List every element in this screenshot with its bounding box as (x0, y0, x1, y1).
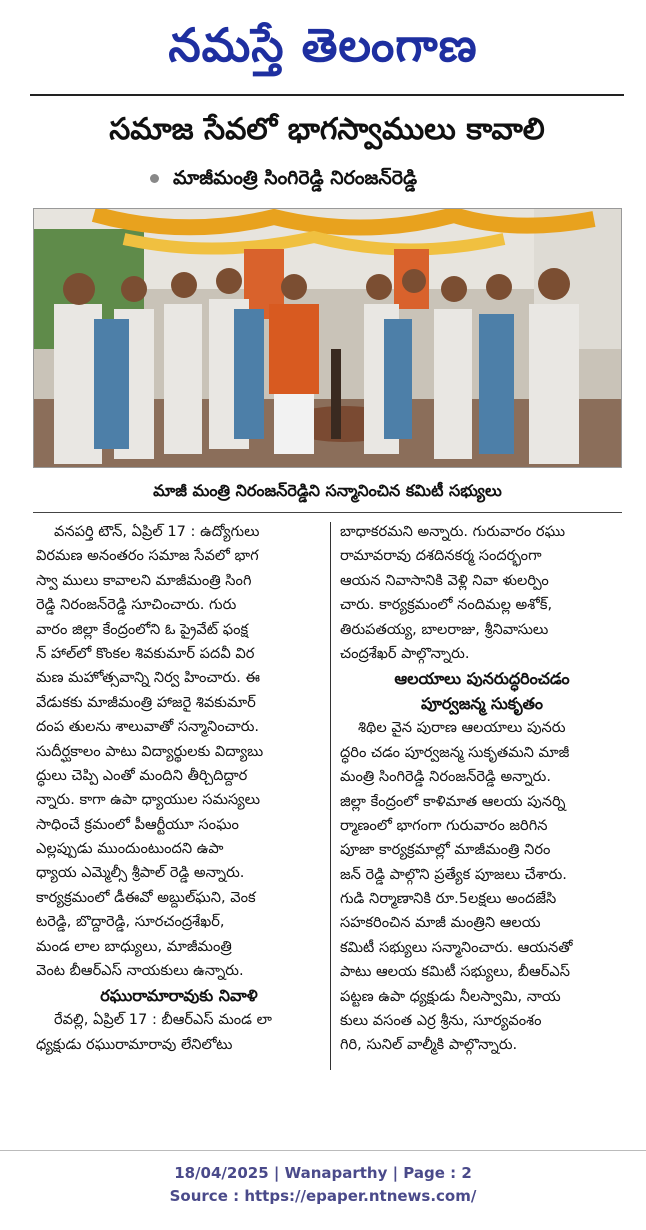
text-line: చారు. కార్యక్రమంలో నందిమల్ల అశోక్, (340, 596, 553, 614)
text-line: ద్ధులు చెప్పి ఎంతో మందిని తీర్చిదిద్దార (36, 766, 248, 784)
bullet-icon (150, 174, 159, 183)
text-line: మండ లాల బాధ్యులు, మాజీమంత్రి (36, 937, 232, 955)
text-line: టరెడ్డి, బొద్దారెడ్డి, సూరచంద్రశేఖర్, (36, 913, 225, 931)
section-subheading: రఘురామారావుకు నివాళి (100, 986, 258, 1006)
section-subheading: పూర్వజన్మ సుకృతం (420, 694, 544, 714)
text-line: ఎల్లప్పుడు ముందుంటుందని ఉపా (36, 840, 224, 858)
page-footer (0, 1162, 646, 1208)
text-line: మంత్రి సింగిరెడ్డి నిరంజన్‌రెడ్డి అన్నారు. (340, 768, 551, 786)
caption-divider (33, 512, 622, 513)
text-line: చంద్రశేఖర్ పాల్గొన్నారు. (340, 644, 470, 662)
article-photo (33, 208, 622, 468)
text-line: స్వా ములు కావాలని మాజీమంత్రి సింగి (36, 571, 252, 589)
text-line: ర్మాణంలో భాగంగా గురువారం జరిగిన (340, 816, 548, 834)
footer-divider (0, 1150, 646, 1151)
text-line: పాటు ఆలయ కమిటీ సభ్యులు, బీఆర్‌ఎస్ (340, 963, 570, 981)
text-line: జన్ రెడ్డి పాల్గొని ప్రత్యేక పూజలు చేశారు. (340, 865, 567, 883)
text-line: కమిటీ సభ్యులు సన్మానించారు. ఆయనతో (340, 938, 573, 956)
text-line: విరమణ అనంతరం సమాజ సేవలో భాగ (36, 547, 259, 565)
text-line: గిరి, సునిల్ వాల్మీకి పాల్గొన్నారు. (340, 1036, 518, 1054)
source-link[interactable]: Source : https://epaper.ntnews.com/ (169, 1187, 477, 1205)
text-line: వనపర్తి టౌన్, ఏప్రిల్ 17 : ఉద్యోగులు (54, 523, 260, 540)
masthead (0, 10, 646, 80)
text-line: న్నారు. కాగా ఉపా ధ్యాయుల సమస్యలు (36, 791, 261, 809)
edition-info: 18/04/2025 | Wanaparthy | Page : 2 (174, 1164, 472, 1182)
text-line: ధ్యాయ ఎమ్మెల్సీ శ్రీపాల్ రెడ్డి అన్నారు. (36, 864, 245, 882)
text-line: పూజా కార్యక్రమాల్లో మాజీమంత్రి నిరం (340, 841, 551, 859)
article-headline: సమాజ సేవలో భాగస్వాములు కావాలి (109, 112, 545, 147)
text-line: శిథిల వైన పురాణ ఆలయాలు పునరు (358, 719, 566, 737)
article-column-right (340, 520, 624, 1058)
text-line: బాధాకరమని అన్నారు. గురువారం రఘు (340, 523, 566, 540)
text-line: రేవల్లి, ఏప్రిల్ 17 : బీఆర్‌ఎస్ మండ లా (54, 1011, 272, 1029)
text-line: రెడ్డి నిరంజన్‌రెడ్డి సూచించారు. గురు (36, 596, 237, 614)
text-line: ఆయన నివాసానికి వెళ్లి నివా ళులర్పిం (340, 571, 549, 589)
text-line: కార్యక్రమంలో డీఈవో అబ్దుల్‌ఘని, వెంక (36, 888, 256, 906)
text-line: రామావరావు దశదినకర్మ సందర్భంగా (340, 547, 542, 565)
text-line: న్ హాల్‌లో కొంకల శివకుమార్ పదవీ విర (36, 644, 255, 662)
text-line: సాధించే క్రమంలో పీఆర్టీయూ సంఘం (36, 815, 239, 833)
text-line: సహకరించిన మాజీ మంత్రిని ఆలయ (340, 914, 541, 932)
group-photo-illustration (34, 209, 622, 468)
photo-caption: మాజీ మంత్రి నిరంజన్‌రెడ్డిని సన్మానించిన కమిటీ సభ్యులు (153, 481, 502, 500)
text-line: ద్ధరిం చడం పూర్వజన్మ సుకృతమని మాజీ (340, 743, 570, 761)
text-line: దంప తులను శాలువాతో సన్మానించారు. (36, 718, 260, 736)
newspaper-name: నమస్తే తెలంగాణ (168, 18, 478, 72)
article-subheadline (150, 164, 590, 192)
text-line: జిల్లా కేంద్రంలో కాళిమాత ఆలయ పునర్ని (340, 792, 566, 810)
text-line: తిరుపతయ్య, బాలరాజు, శ్రీనివాసులు (340, 620, 549, 638)
column-divider (330, 522, 331, 1070)
text-line: మణ మహోత్సవాన్ని నిర్వ హించారు. ఈ (36, 669, 261, 687)
section-subheading: ఆలయాలు పునరుద్ధరించడం (394, 669, 570, 689)
text-line: వెంట బీఆర్‌ఎస్ నాయకులు ఉన్నారు. (36, 962, 244, 980)
article-column-left (36, 520, 322, 1057)
masthead-divider (30, 94, 624, 96)
text-line: పట్టణ ఉపా ధ్యక్షుడు నీలస్వామి, నాయ (340, 987, 561, 1005)
text-line: సుదీర్ఘకాలం పాటు విద్యార్థులకు విద్యాబు (36, 742, 264, 760)
text-line: గుడి నిర్మాణానికి రూ.5లక్షలు అందజేసి (340, 890, 557, 908)
text-line: కులు వసంత ఎర్ర శ్రీను, సూర్యవంశం (340, 1012, 542, 1030)
subheadline-text: మాజీమంత్రి సింగిరెడ్డి నిరంజన్‌రెడ్డి (173, 167, 418, 189)
text-line: వేడుకకు మాజీమంత్రి హాజరై శివకుమార్ (36, 693, 256, 711)
text-line: ధ్యక్షుడు రఘురామారావు లేనిలోటు (36, 1035, 233, 1053)
text-line: వారం జిల్లా కేంద్రంలోని ఓ ప్రైవేట్ ఫంక్ష (36, 620, 249, 638)
